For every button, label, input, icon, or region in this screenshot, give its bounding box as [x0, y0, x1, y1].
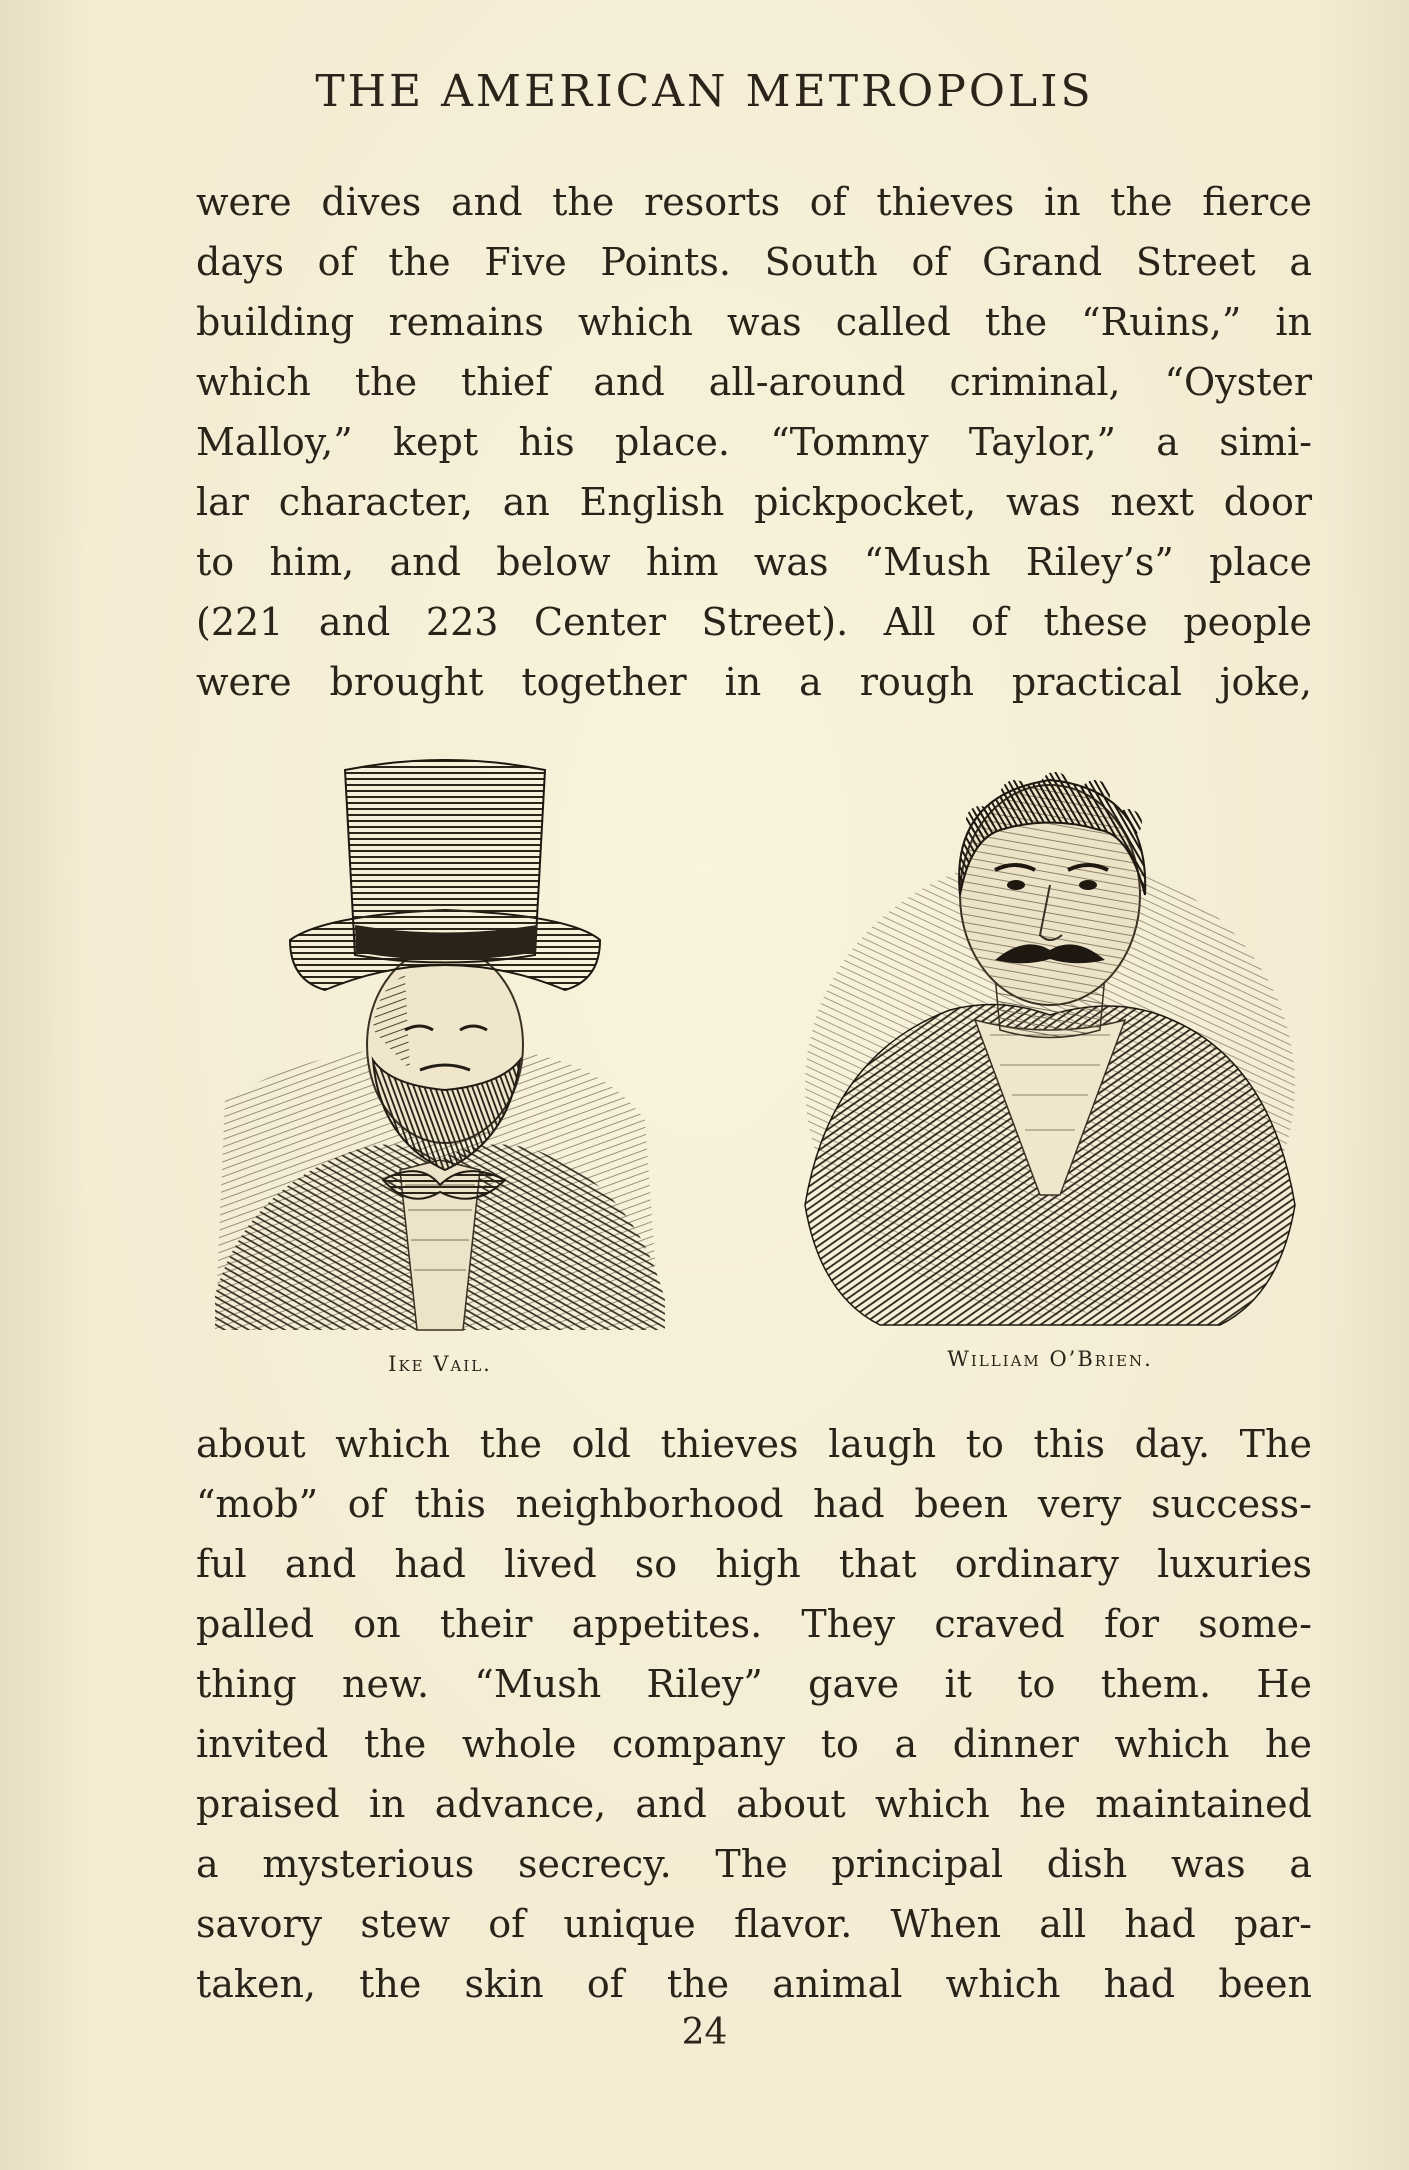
figure-caption: William O’Brien. [947, 1347, 1153, 1371]
engraved-portrait-top-hat-icon [205, 740, 675, 1340]
text-line: which the thief and all-around criminal, “Oyster [196, 360, 1312, 404]
text-line: Malloy,” kept his place. “Tommy Taylor,” a simi- [196, 420, 1312, 464]
figure-william-obrien [800, 735, 1300, 1371]
text-line: savory stew of unique flavor. When all had par- [196, 1902, 1312, 1946]
text-line: taken, the skin of the animal which had been [196, 1962, 1312, 2006]
text-line: about which the old thieves laugh to this day. The [196, 1422, 1312, 1466]
paragraph-2 [196, 1414, 1312, 2014]
figure-ike-vail [205, 740, 675, 1376]
page-number: 24 [681, 2012, 728, 2053]
text-line: were dives and the resorts of thieves in the fierce [196, 180, 1312, 224]
text-line: to him, and below him was “Mush Riley’s” place [196, 540, 1312, 584]
text-line: were brought together in a rough practical joke, [196, 660, 1312, 704]
engraved-portrait-mustache-icon [800, 735, 1300, 1340]
text-line: thing new. “Mush Riley” gave it to them. He [196, 1662, 1312, 1706]
text-line: invited the whole company to a dinner which he [196, 1722, 1312, 1766]
text-line: lar character, an English pickpocket, was next door [196, 480, 1312, 524]
paragraph-1 [196, 172, 1312, 712]
text-line: ful and had lived so high that ordinary luxuries [196, 1542, 1312, 1586]
text-line: “mob” of this neighborhood had been very success- [196, 1482, 1312, 1526]
text-line: building remains which was called the “Ruins,” in [196, 300, 1312, 344]
text-line: days of the Five Points. South of Grand Street a [196, 240, 1312, 284]
text-line: praised in advance, and about which he maintained [196, 1782, 1312, 1826]
text-line: palled on their appetites. They craved for some- [196, 1602, 1312, 1646]
text-line: a mysterious secrecy. The principal dish was a [196, 1842, 1312, 1886]
text-line: (221 and 223 Center Street). All of these people [196, 600, 1312, 644]
running-head: THE AMERICAN METROPOLIS [315, 66, 1094, 117]
figure-caption: Ike Vail. [388, 1352, 492, 1376]
